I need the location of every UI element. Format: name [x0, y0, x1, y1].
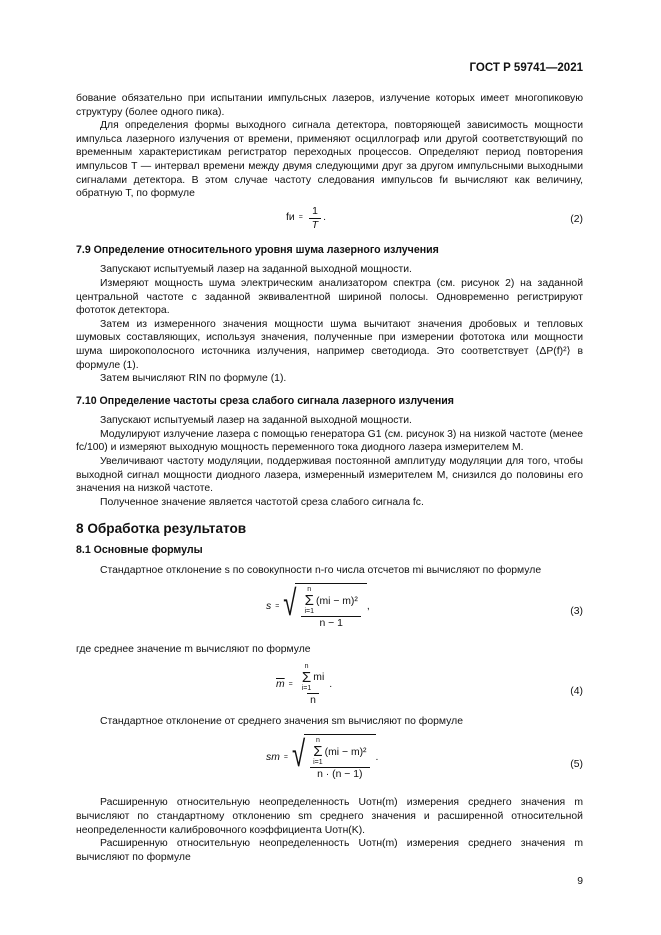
formula-2-number: (2): [570, 213, 583, 225]
paragraph-8-1-d: Расширенную относительную неопределенность Uотн(m) измерения среднего значения m вычисляют по стандартному отклонению sm среднего значения и расширенной относительной неопределенности калибровочного коэффициента Uотн(K).: [76, 797, 583, 836]
formula-3-number: (3): [570, 606, 583, 618]
page-content: [76, 92, 583, 864]
formula-3-denominator: n − 1: [319, 618, 343, 630]
formula-5-denominator: n · (n − 1): [317, 769, 363, 781]
formula-2-lhs: fи: [286, 212, 295, 224]
formula-2: fи = $\frac{1}{T}$ . (2): [286, 205, 583, 231]
formula-3-sum-top: n: [307, 586, 312, 594]
paragraph-7-10-a: Запускают испытуемый лазер на заданной выходной мощности.: [100, 415, 412, 427]
paragraph-pulse-shape: Для определения формы выходного сигнала детектора, повторяющей зависимость мощности импульса лазерного излучения от времени, применяют осциллограф или другой соответствующий по временным характеристикам регистратор переходных процессов. Определяют период повторения импульсов T — интервал времени между двумя следующими друг за другом импульсными выходными сигналами детектора. В этом случае частоту следования импульсов fи вычисляют как величину, обратную T, по формуле: [76, 120, 583, 200]
paragraph-7-9-a: Запускают испытуемый лазер на заданной выходной мощности.: [100, 264, 412, 276]
paragraph-8-1-e: Расширенную относительную неопределенность Uотн(m) измерения среднего значения m вычисляют по формуле: [76, 838, 583, 863]
paragraph-7-10-b: Модулируют излучение лазера с помощью генератора G1 (см. рисунок 3) на низкой частоте (менее fс/100) и измеряют выходную мощность переменного тока диодного лазера измерителем M.: [76, 428, 583, 454]
formula-5-term: (mi − m)²: [324, 746, 367, 758]
paragraph-7-10-c: Увеличивают частоту модуляции, поддерживая постоянной амплитуду модуляции для того, чтобы выходной сигнал мощности диодного лазера, измеренный измерителем M, снизился до половины его значения на низкой частоте.: [76, 456, 583, 495]
section-7-10-heading: 7.10 Определение частоты среза слабого сигнала лазерного излучения: [76, 394, 454, 407]
section-7-9-heading: 7.9 Определение относительного уровня шума лазерного излучения: [76, 243, 439, 256]
paragraph-7-10-d: Полученное значение является частотой среза слабого сигнала fс.: [100, 496, 424, 508]
formula-2-numerator: 1: [309, 205, 321, 219]
paragraph-7-9-b: Измеряют мощность шума электрическим анализатором спектра (см. рисунок 2) на заданной центральной частоте с заданной эквивалентной шириной полосы. Одновременно регистрируют фототок детектора.: [76, 277, 583, 317]
formula-3-term: (mi − m)²: [316, 595, 358, 607]
section-8-heading: 8 Обработка результатов: [76, 521, 247, 537]
section-8-1-heading: 8.1 Основные формулы: [76, 544, 203, 557]
formula-2-denominator: T: [311, 219, 319, 231]
formula-5-sum-bottom: i=1: [313, 759, 323, 767]
formula-3-sum-bottom: i=1: [304, 608, 315, 616]
formula-4-lhs: $\overline{m}$: [276, 679, 285, 691]
paragraph-continuation: бование обязательно при испытании импульсных лазеров, излучение которых имеет многопиковую структуру (более одного пика).: [76, 93, 583, 118]
formula-4-sum-top: n: [304, 662, 309, 670]
paragraph-7-9-c: Затем из измеренного значения мощности шума вычитают значения дробовых и тепловых шумовых составляющих, используя значения, полученные при измерении фототока или мощности шума широкополосного источника излучения, например светодиода. Это соответствует ⟨ΔP(f)²⟩ в формуле (1).: [76, 318, 583, 371]
formula-3: s = √ n Σ i=1 (mi − m)² n − 1 , (3): [266, 583, 583, 630]
paragraph-8-1-a: Стандартное отклонение s по совокупности n-го числа отсчетов mi вычисляют по формуле: [100, 564, 542, 576]
formula-5-number: (5): [570, 759, 583, 771]
paragraph-8-1-b: где среднее значение m вычисляют по формуле: [76, 644, 311, 656]
formula-3-lhs: s: [266, 600, 272, 612]
formula-5-sum-top: n: [315, 737, 320, 745]
formula-4-term: mi: [313, 672, 325, 684]
formula-4-denominator: n: [307, 693, 319, 707]
formula-4: $\overline{m}$ = n Σ i=1 mi n . (4): [276, 662, 583, 706]
formula-4-sum-bottom: i=1: [301, 684, 312, 692]
formula-5: sm = √ n Σ i=1 (mi − m)² n · (n − 1) . (5): [266, 734, 583, 781]
paragraph-8-1-c: Стандартное отклонение от среднего значения sm вычисляют по формуле: [100, 715, 463, 727]
page-number: 9: [577, 876, 583, 887]
paragraph-7-9-d: Затем вычисляют RIN по формуле (1).: [100, 373, 287, 385]
document-header-id: ГОСТ Р 59741—2021: [469, 62, 583, 74]
formula-5-lhs: sm: [266, 752, 280, 764]
formula-4-number: (4): [570, 685, 583, 697]
